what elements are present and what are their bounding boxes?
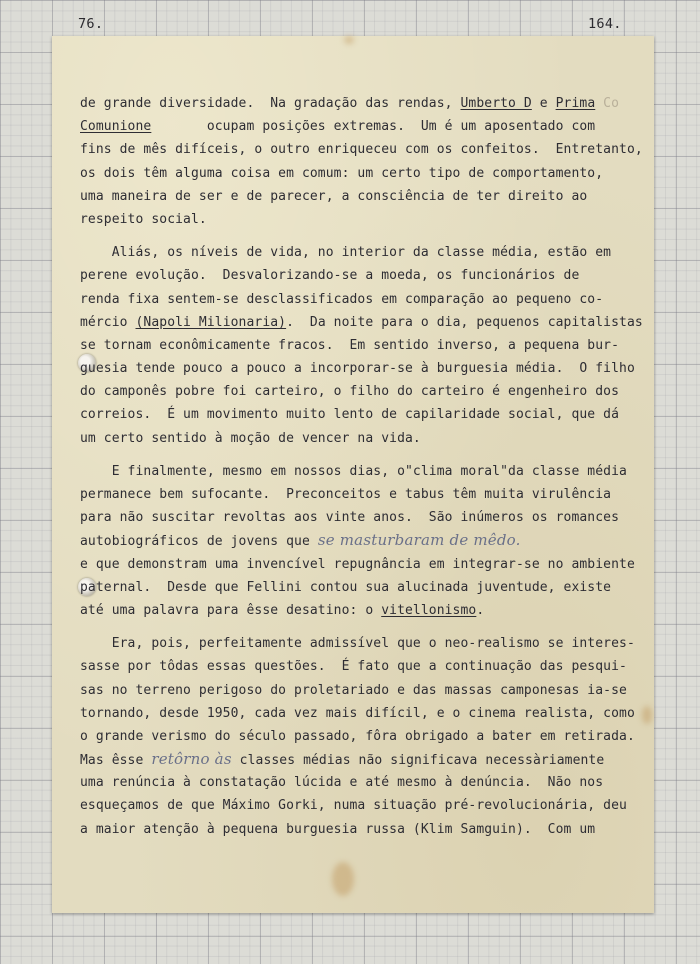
body-text [80, 92, 660, 841]
handwritten-annotation: retôrno às [151, 750, 232, 769]
text-line [80, 311, 660, 334]
text-run: os dois têm alguma coisa em comum: um certo tipo de comportamento, [80, 165, 604, 181]
text-line [80, 241, 660, 264]
text-line [80, 138, 660, 161]
text-run: esqueçamos de que Máximo Gorki, numa situação pré-revolucionária, deu [80, 798, 627, 814]
text-run: perene evolução. Desvalorizando-se a moeda, os funcionários de [80, 268, 580, 284]
text-run: Co [595, 96, 620, 111]
text-run: respeito social. [80, 211, 207, 227]
text-run: ocupam posições extremas. Um é um aposentado com [151, 119, 596, 135]
text-line [80, 702, 660, 725]
text-run: Comunione [80, 119, 152, 135]
text-run: uma renúncia à constatação lúcida e até mesmo à denúncia. Não nos [80, 775, 604, 791]
handwritten-annotation: se masturbaram de mêdo. [317, 531, 521, 550]
text-line [80, 427, 660, 450]
text-run: correios. É um movimento muito lento de capilaridade social, que dá [80, 407, 620, 423]
text-run: guesia tende pouco a pouco a incorporar-se à burguesia média. O filho [80, 361, 635, 377]
text-run: e que demonstram uma invencível repugnância em integrar-se no ambiente [80, 556, 635, 572]
text-line [80, 288, 660, 311]
text-run: Era, pois, perfeitamente admissível que o neo-realismo se interes- [80, 636, 635, 652]
text-run: paternal. Desde que Fellini contou sua alucinada juventude, existe [80, 579, 612, 595]
text-line [80, 679, 660, 702]
text-run: permanece bem sufocante. Preconceitos e tabus têm muita virulência [80, 487, 612, 502]
text-line [80, 576, 660, 599]
text-run: . [476, 602, 485, 618]
text-run: autobiográficos de jovens que [80, 534, 318, 550]
text-line [80, 553, 660, 576]
text-line [80, 748, 660, 771]
text-run: E finalmente, mesmo em nossos dias, o"clima moral"da classe média [80, 463, 627, 479]
text-line [80, 529, 660, 552]
text-line [80, 92, 660, 115]
text-line [80, 162, 660, 185]
page-number-left: 76. [78, 16, 104, 32]
text-line [80, 380, 660, 403]
text-run: vitellonismo [381, 602, 477, 618]
text-run: do camponês pobre foi carteiro, o filho do carteiro é engenheiro dos [80, 384, 620, 400]
text-run: um certo sentido à moção de vencer na vida. [80, 430, 421, 446]
text-run: e [531, 96, 556, 111]
text-line [80, 334, 660, 357]
text-run: sasse por tôdas essas questões. É fato que a continuação das pesqui- [80, 659, 627, 675]
stain-bottom [332, 862, 354, 896]
text-run: tornando, desde 1950, cada vez mais difícil, e o cinema realista, como [80, 705, 635, 721]
text-line [80, 818, 660, 841]
text-line [80, 506, 660, 529]
text-line [80, 208, 660, 231]
text-run: se tornam econômicamente fracos. Em sentido inverso, a pequena bur- [80, 337, 620, 353]
text-line [80, 403, 660, 426]
text-run: de grande diversidade. Na gradação das rendas, [80, 96, 461, 111]
text-run: fins de mês difíceis, o outro enriqueceu com os confeitos. Entretanto, [80, 142, 643, 158]
text-run: o grande verismo do século passado, fôra obrigado a bater em retirada. [80, 728, 635, 744]
paragraph-gap [80, 622, 660, 632]
text-line [80, 599, 660, 622]
text-line [80, 357, 660, 380]
text-run: Umberto D [460, 96, 532, 111]
text-line [80, 771, 660, 794]
text-run: sas no terreno perigoso do proletariado e das massas camponesas ia-se [80, 682, 627, 698]
paragraph-gap [80, 450, 660, 460]
text-line [80, 185, 660, 208]
text-line [80, 264, 660, 287]
paragraph-gap [80, 231, 660, 241]
text-line [80, 115, 660, 138]
stain-top [344, 36, 354, 44]
text-run: Mas êsse [80, 753, 152, 769]
text-run: mércio [80, 314, 136, 330]
text-run: a maior atenção à pequena burguesia russa (Klim Samguin). Com um [80, 821, 596, 837]
text-run: até uma palavra para êsse desatino: o [80, 602, 382, 618]
text-run: Prima [555, 96, 596, 111]
text-line [80, 794, 660, 817]
text-run: (Napoli Milionaria) [135, 314, 287, 330]
text-run: uma maneira de ser e de parecer, a consciência de ter direito ao [80, 188, 588, 204]
text-line [80, 483, 660, 506]
text-line [80, 655, 660, 678]
text-line [80, 725, 660, 748]
text-line [80, 460, 660, 483]
text-run: classes médias não significava necessàriamente [231, 753, 605, 769]
text-run: para não suscitar revoltas aos vinte anos. São inúmeros os romances [80, 510, 620, 526]
page-number-right: 164. [588, 16, 622, 32]
text-run: renda fixa sentem-se desclassificados em comparação ao pequeno co- [80, 291, 604, 307]
text-run: Aliás, os níveis de vida, no interior da classe média, estão em [80, 245, 612, 261]
text-run: . Da noite para o dia, pequenos capitalistas [286, 314, 643, 330]
text-line [80, 632, 660, 655]
